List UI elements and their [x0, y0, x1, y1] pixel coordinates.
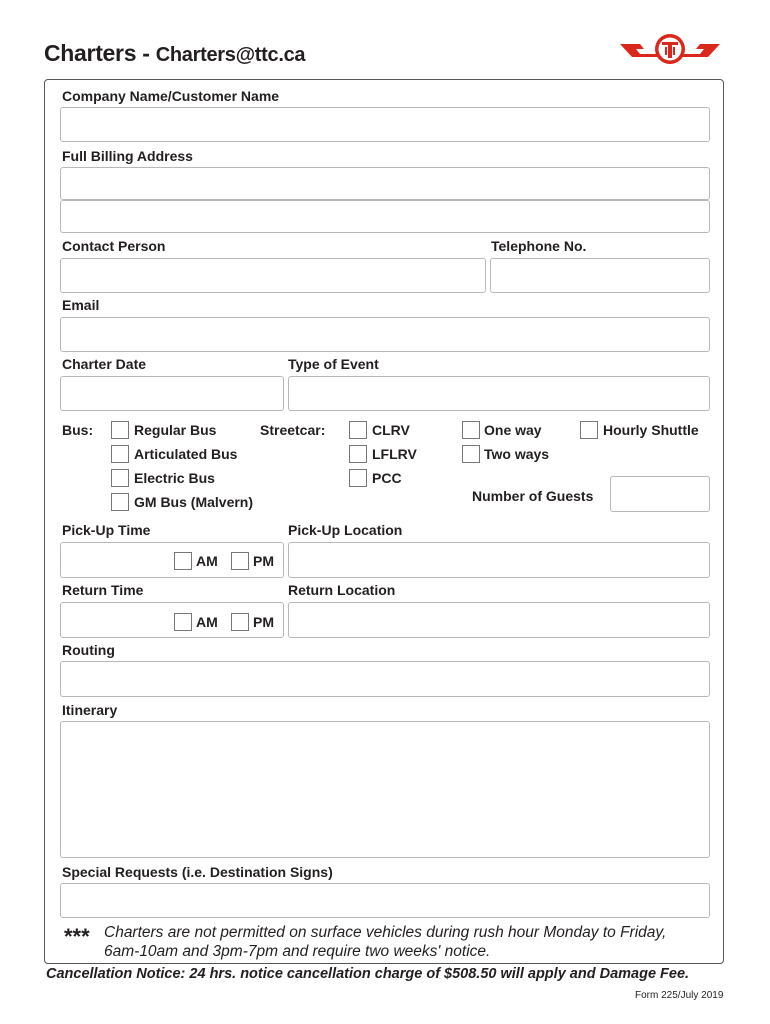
streetcar-label: Streetcar:: [260, 422, 326, 438]
email-label: Email: [62, 297, 100, 313]
event-type-label: Type of Event: [288, 356, 379, 372]
routing-field[interactable]: [60, 661, 710, 697]
return-location-label: Return Location: [288, 582, 396, 598]
guests-label: Number of Guests: [472, 488, 594, 504]
billing-field-line2[interactable]: [60, 200, 710, 233]
title-text: Charters -: [44, 40, 156, 66]
special-requests-field[interactable]: [60, 883, 710, 918]
lflrv-label: LFLRV: [372, 446, 417, 462]
note-asterisks: ***: [64, 924, 90, 949]
contact-label: Contact Person: [62, 238, 166, 254]
pickup-time-field[interactable]: [60, 542, 284, 578]
pcc-label: PCC: [372, 470, 402, 486]
pickup-pm-checkbox[interactable]: [231, 552, 249, 570]
pickup-am-label: AM: [196, 553, 218, 569]
return-time-field[interactable]: [60, 602, 284, 638]
return-am-label: AM: [196, 614, 218, 630]
two-ways-checkbox[interactable]: [462, 445, 480, 463]
billing-field-line1[interactable]: [60, 167, 710, 200]
return-location-field[interactable]: [288, 602, 710, 638]
hourly-shuttle-checkbox[interactable]: [580, 421, 598, 439]
gm-bus-checkbox[interactable]: [111, 493, 129, 511]
company-label: Company Name/Customer Name: [62, 88, 280, 104]
company-field[interactable]: [60, 107, 710, 142]
clrv-checkbox[interactable]: [349, 421, 367, 439]
return-pm-label: PM: [253, 614, 274, 630]
electric-bus-checkbox[interactable]: [111, 469, 129, 487]
telephone-field[interactable]: [490, 258, 710, 293]
charter-date-field[interactable]: [60, 376, 284, 411]
telephone-label: Telephone No.: [491, 238, 587, 254]
return-pm-checkbox[interactable]: [231, 613, 249, 631]
pickup-location-label: Pick-Up Location: [288, 522, 403, 538]
articulated-bus-checkbox[interactable]: [111, 445, 129, 463]
return-time-label: Return Time: [62, 582, 144, 598]
return-am-checkbox[interactable]: [174, 613, 192, 631]
lflrv-checkbox[interactable]: [349, 445, 367, 463]
charters-email[interactable]: Charters@ttc.ca: [155, 44, 306, 66]
email-field[interactable]: [60, 317, 710, 352]
pickup-time-label: Pick-Up Time: [62, 522, 151, 538]
form-number: Form 225/July 2019: [635, 990, 724, 1001]
rush-hour-note-line2: 6am-10am and 3pm-7pm and require two weeks' notice.: [104, 943, 491, 960]
electric-bus-label: Electric Bus: [134, 470, 215, 486]
ttc-logo: [618, 30, 722, 70]
rush-hour-note-line1: Charters are not permitted on surface vehicles during rush hour Monday to Friday,: [104, 924, 667, 941]
itinerary-field[interactable]: [60, 721, 710, 858]
contact-field[interactable]: [60, 258, 486, 293]
regular-bus-checkbox[interactable]: [111, 421, 129, 439]
two-ways-label: Two ways: [484, 446, 550, 462]
pickup-am-checkbox[interactable]: [174, 552, 192, 570]
page-title: [44, 40, 305, 67]
event-type-field[interactable]: [288, 376, 710, 411]
guests-field[interactable]: [610, 476, 710, 512]
pickup-location-field[interactable]: [288, 542, 710, 578]
hourly-shuttle-label: Hourly Shuttle: [603, 422, 699, 438]
one-way-label: One way: [484, 422, 542, 438]
pickup-pm-label: PM: [253, 553, 274, 569]
pcc-checkbox[interactable]: [349, 469, 367, 487]
routing-label: Routing: [62, 642, 115, 658]
billing-label: Full Billing Address: [62, 148, 193, 164]
regular-bus-label: Regular Bus: [134, 422, 217, 438]
articulated-bus-label: Articulated Bus: [134, 446, 238, 462]
special-requests-label: Special Requests (i.e. Destination Signs): [62, 864, 333, 880]
clrv-label: CLRV: [372, 422, 410, 438]
one-way-checkbox[interactable]: [462, 421, 480, 439]
cancellation-notice: Cancellation Notice: 24 hrs. notice cancellation charge of $508.50 will apply and Damage Fee.: [46, 966, 690, 982]
charter-date-label: Charter Date: [62, 356, 147, 372]
bus-label: Bus:: [62, 422, 94, 438]
gm-bus-label: GM Bus (Malvern): [134, 494, 254, 510]
rush-hour-note: [104, 923, 714, 961]
itinerary-label: Itinerary: [62, 702, 118, 718]
